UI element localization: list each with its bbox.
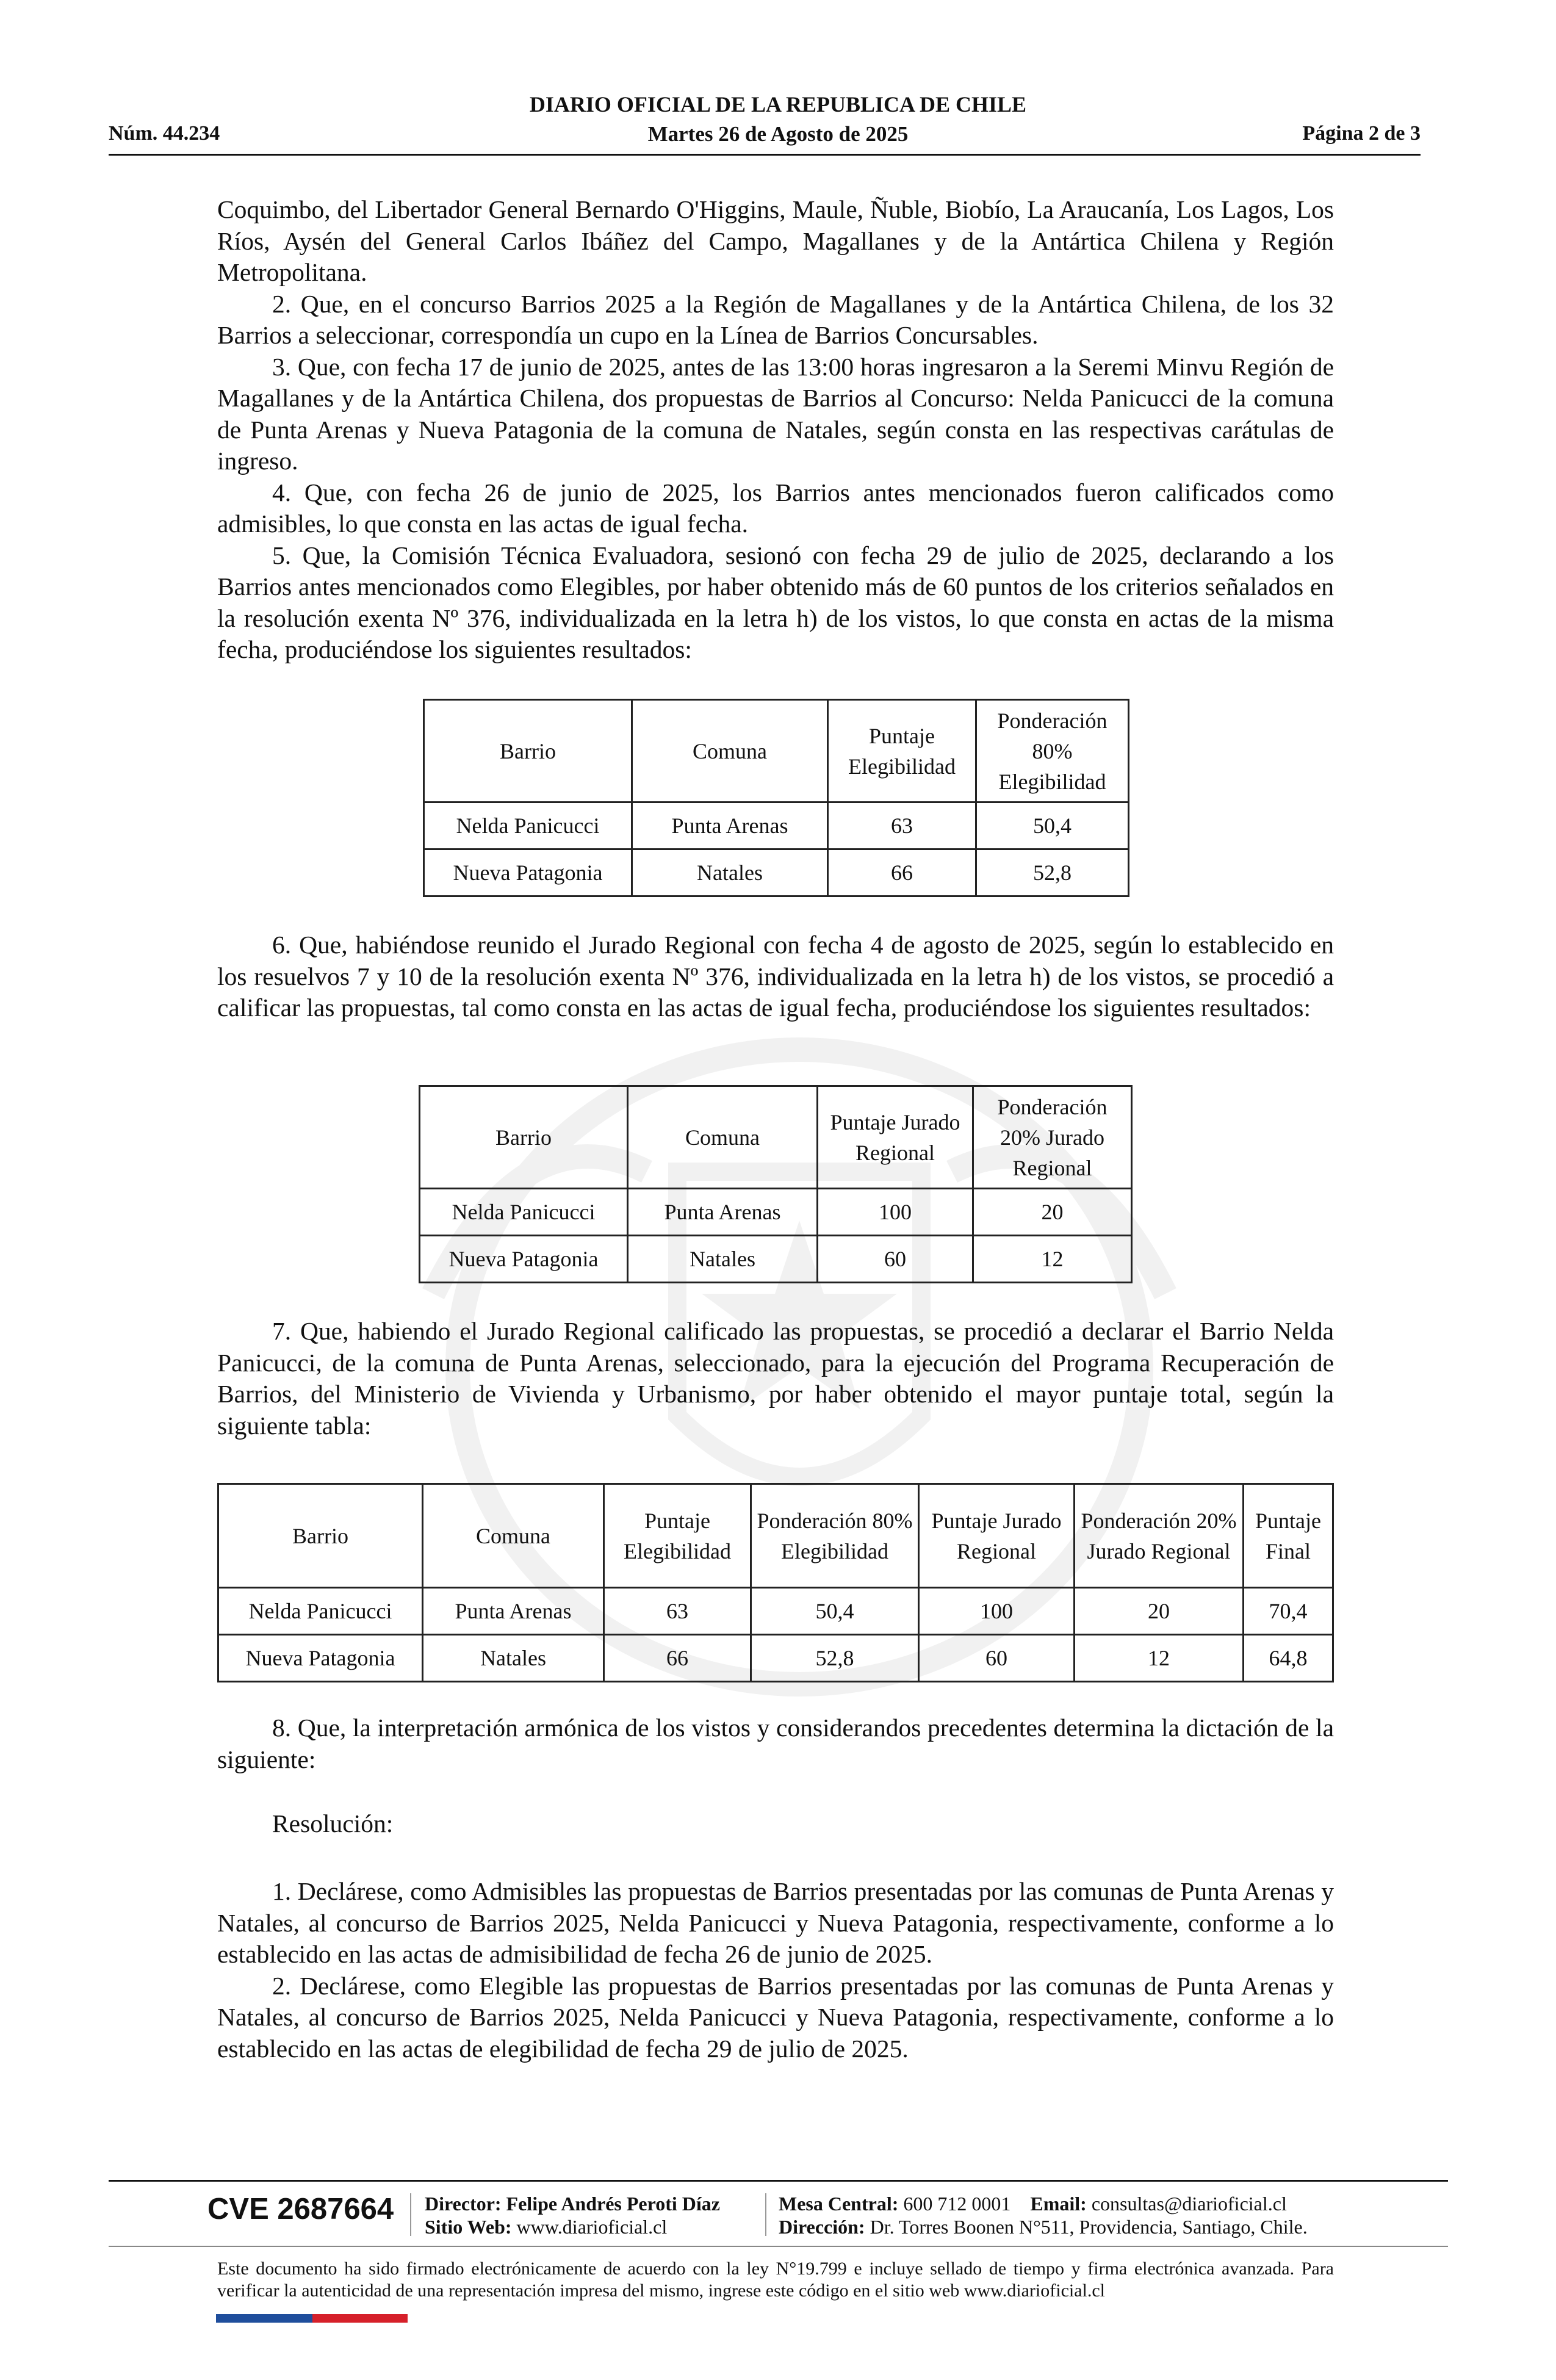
table-cell: Nueva Patagonia (420, 1236, 628, 1283)
body-block-3 (217, 1316, 1334, 1441)
header-cell: Puntaje Final (1244, 1484, 1333, 1588)
table-cell: 66 (604, 1635, 751, 1682)
body-block-1 (217, 194, 1334, 666)
table-cell: Nelda Panicucci (424, 802, 632, 849)
mesa-label: Mesa Central: (779, 2193, 899, 2215)
table-row (420, 1236, 1132, 1283)
footer-director-block (425, 2192, 720, 2238)
table-cell: 60 (818, 1236, 973, 1283)
site-label: Sitio Web: (425, 2216, 512, 2238)
body-block-2 (217, 929, 1334, 1024)
paragraph-3: 3. Que, con fecha 17 de junio de 2025, antes de las 13:00 horas ingresaron a la Seremi Minvu Región de Magallanes y de la Antártica Chilena, dos propuestas de Barrios al Concurso: Nelda Panicucci de la comuna de Punta Arenas y Nueva Patagonia de la comuna de Natales, según consta en las respectivas carátulas de ingreso. (217, 352, 1334, 475)
header-cell: Comuna (423, 1484, 604, 1588)
table-cell: 52,8 (751, 1635, 919, 1682)
table-cell: 100 (818, 1189, 973, 1236)
table-cell: Nueva Patagonia (218, 1635, 423, 1682)
paragraph-8: 8. Que, la interpretación armónica de los vistos y considerandos precedentes determina la dictación de la siguiente: (217, 1714, 1334, 1773)
table-cell: 63 (828, 802, 976, 849)
footer-separator (765, 2193, 766, 2236)
table-cell: Punta Arenas (628, 1189, 818, 1236)
table-header-row (218, 1484, 1333, 1588)
table-cell: 12 (973, 1236, 1132, 1283)
header-cell: Ponderación 80% Elegibilidad (751, 1484, 919, 1588)
footer-divider-top (109, 2180, 1448, 2182)
paragraph-5: 5. Que, la Comisión Técnica Evaluadora, sesionó con fecha 29 de julio de 2025, declarando a los Barrios antes mencionados como Elegibles, por haber obtenido más de 60 puntos de los criterios señalados en la resolución exenta Nº 376, individualizada en la letra h) de los vistos, lo que consta en actas de la misma fecha, produciéndose los siguientes resultados: (217, 541, 1334, 663)
resolution-1: 1. Declárese, como Admisibles las propuestas de Barrios presentadas por las comunas de Punta Arenas y Natales, al concurso de Barrios 2025, Nelda Panicucci y Nueva Patagonia, respectivamente, conforme a lo establecido en las actas de admisibilidad de fecha 26 de junio de 2025. (217, 1877, 1334, 1968)
footer-divider-bottom (109, 2246, 1448, 2247)
header-cell: Barrio (420, 1086, 628, 1189)
table-cell: 100 (919, 1588, 1075, 1635)
table-row (218, 1635, 1333, 1682)
table-cell: 64,8 (1244, 1635, 1333, 1682)
table-cell: 66 (828, 849, 976, 896)
table-row (420, 1189, 1132, 1236)
paragraph-1: Coquimbo, del Libertador General Bernardo O'Higgins, Maule, Ñuble, Biobío, La Araucanía, Los Lagos, Los Ríos, Aysén del General Carlos Ibáñez del Campo, Magallanes y de la Antártica Chilena y Región Metropolitana. (217, 195, 1334, 286)
table-cell: 12 (1075, 1635, 1244, 1682)
signature-notice: Este documento ha sido firmado electrónicamente de acuerdo con la ley N°19.799 e incluye sellado de tiempo y firma electrónica avanzada. Para verificar la autenticidad de una representación impresa del mismo, ingrese este código en el sitio web www.diarioficial.cl (217, 2259, 1334, 2301)
table-header-row (424, 700, 1129, 802)
flag-bar-red (312, 2314, 408, 2323)
body-block-4 (217, 1712, 1334, 1775)
paragraph-7: 7. Que, habiendo el Jurado Regional calificado las propuestas, se procedió a declarar el Barrio Nelda Panicucci, de la comuna de Punta Arenas, seleccionado, para la ejecución del Programa Recuperación de Barrios, del Ministerio de Vivienda y Urbanismo, por haber obtenido el mayor puntaje total, según la siguiente tabla: (217, 1317, 1334, 1440)
issue-number: Núm. 44.234 (109, 122, 220, 145)
flag-bar-blue (216, 2314, 312, 2323)
resolution-2: 2. Declárese, como Elegible las propuestas de Barrios presentadas por las comunas de Punta Arenas y Natales, al concurso de Barrios 2025, Nelda Panicucci y Nueva Patagonia, respectivamente, conforme a lo establecido en las actas de elegibilidad de fecha 29 de julio de 2025. (217, 1971, 1334, 2063)
address-label: Dirección: (779, 2216, 865, 2238)
table-header-row (420, 1086, 1132, 1189)
header-cell: Puntaje Elegibilidad (604, 1484, 751, 1588)
address-text: Dr. Torres Boonen N°511, Providencia, Santiago, Chile. (870, 2216, 1308, 2238)
table-cell: Natales (632, 849, 828, 896)
issue-date: Martes 26 de Agosto de 2025 (647, 122, 909, 146)
table-cell: 60 (919, 1635, 1075, 1682)
table-cell: Natales (628, 1236, 818, 1283)
header-cell: Ponderación 20% Jurado Regional (1075, 1484, 1244, 1588)
header-cell: Puntaje Jurado Regional (919, 1484, 1075, 1588)
header-cell: Comuna (628, 1086, 818, 1189)
director-label: Director: (425, 2193, 502, 2215)
page-indicator: Página 2 de 3 (1302, 122, 1421, 145)
jury-table (419, 1085, 1133, 1283)
director-name: Felipe Andrés Peroti Díaz (506, 2193, 720, 2215)
table-cell: 63 (604, 1588, 751, 1635)
body-block-5 (217, 1876, 1334, 2064)
email-label: Email: (1030, 2193, 1087, 2215)
eligibility-table (423, 699, 1129, 897)
header-cell: Ponderación 80% Elegibilidad (976, 700, 1129, 802)
table-row (218, 1588, 1333, 1635)
resolution-heading: Resolución: (272, 1809, 394, 1837)
table-cell: Punta Arenas (632, 802, 828, 849)
paragraph-6: 6. Que, habiéndose reunido el Jurado Regional con fecha 4 de agosto de 2025, según lo establecido en los resuelvos 7 y 10 de la resolución exenta Nº 376, individualizada en la letra h) de los vistos, se procedió a calificar las propuestas, tal como consta en las actas de igual fecha, produciéndose los siguientes resultados: (217, 931, 1334, 1022)
table-cell: Punta Arenas (423, 1588, 604, 1635)
table-row (424, 802, 1129, 849)
table-cell: 52,8 (976, 849, 1129, 896)
table-cell: 50,4 (751, 1588, 919, 1635)
final-score-table (217, 1483, 1334, 1682)
table-cell: Natales (423, 1635, 604, 1682)
table-cell: 20 (973, 1189, 1132, 1236)
table-cell: 20 (1075, 1588, 1244, 1635)
header-cell: Barrio (218, 1484, 423, 1588)
table-row (424, 849, 1129, 896)
table-cell: Nueva Patagonia (424, 849, 632, 896)
paragraph-4: 4. Que, con fecha 26 de junio de 2025, los Barrios antes mencionados fueron calificados como admisibles, lo que consta en las actas de igual fecha. (217, 478, 1334, 538)
table-cell: 70,4 (1244, 1588, 1333, 1635)
table-cell: 50,4 (976, 802, 1129, 849)
header-divider (109, 154, 1421, 156)
cve-code: CVE 2687664 (207, 2193, 394, 2226)
footer-separator (410, 2193, 411, 2236)
email-link[interactable]: consultas@diarioficial.cl (1091, 2193, 1287, 2215)
header-cell: Ponderación 20% Jurado Regional (973, 1086, 1132, 1189)
footer-contact-block (779, 2192, 1308, 2238)
header-cell: Puntaje Elegibilidad (828, 700, 976, 802)
header-cell: Barrio (424, 700, 632, 802)
site-link[interactable]: www.diarioficial.cl (516, 2216, 668, 2238)
paragraph-2: 2. Que, en el concurso Barrios 2025 a la Región de Magallanes y de la Antártica Chilena, de los 32 Barrios a seleccionar, correspondía un cupo en la Línea de Barrios Concursables. (217, 289, 1334, 349)
resolution-heading-block (217, 1808, 1334, 1840)
table-cell: Nelda Panicucci (420, 1189, 628, 1236)
gazette-title: DIARIO OFICIAL DE LA REPUBLICA DE CHILE (529, 92, 1027, 117)
table-cell: Nelda Panicucci (218, 1588, 423, 1635)
header-cell: Comuna (632, 700, 828, 802)
header-cell: Puntaje Jurado Regional (818, 1086, 973, 1189)
mesa-phone: 600 712 0001 (903, 2193, 1011, 2215)
